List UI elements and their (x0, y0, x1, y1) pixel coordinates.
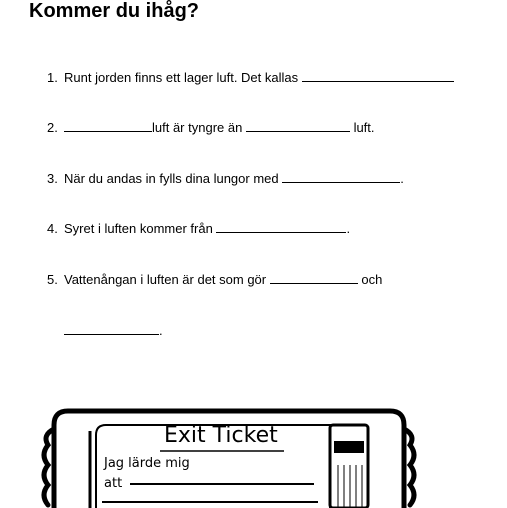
question-4 (47, 221, 350, 236)
page-title: Kommer du ihåg? (29, 0, 200, 22)
question-text-end: och (357, 272, 383, 287)
answer-blank[interactable] (246, 121, 350, 132)
exit-ticket-prompt-2: att (104, 476, 123, 491)
question-number: 3. (47, 171, 58, 186)
question-text-end: . (159, 323, 163, 338)
question-3 (47, 171, 404, 186)
question-text: Vattenångan i luften är det som gör (64, 272, 270, 287)
answer-blank[interactable] (64, 324, 159, 335)
exit-ticket-title: Exit Ticket (164, 423, 278, 448)
question-text: Runt jorden finns ett lager luft. Det kallas (64, 70, 302, 85)
question-number: 2. (47, 120, 58, 135)
question-text: När du andas in fylls dina lungor med (64, 171, 283, 186)
question-number: 1. (47, 70, 58, 85)
question-text-end: . (400, 171, 404, 186)
answer-blank[interactable] (302, 71, 454, 82)
answer-blank[interactable] (216, 222, 346, 233)
question-number: 5. (47, 272, 58, 287)
question-5-continued (47, 323, 163, 338)
exit-ticket-graphic (38, 405, 418, 508)
question-text-end: luft. (349, 120, 375, 135)
question-1 (47, 70, 454, 85)
exit-ticket-prompt: Jag lärde mig (104, 456, 190, 471)
answer-blank[interactable] (270, 273, 358, 284)
answer-blank[interactable] (64, 121, 152, 132)
question-text: Syret i luften kommer från (64, 221, 217, 236)
question-text-end: . (346, 221, 351, 236)
answer-blank[interactable] (282, 172, 400, 183)
question-number: 4. (47, 221, 58, 236)
question-text: luft är tyngre än (152, 120, 246, 135)
question-5 (47, 272, 382, 287)
question-2 (47, 120, 375, 135)
